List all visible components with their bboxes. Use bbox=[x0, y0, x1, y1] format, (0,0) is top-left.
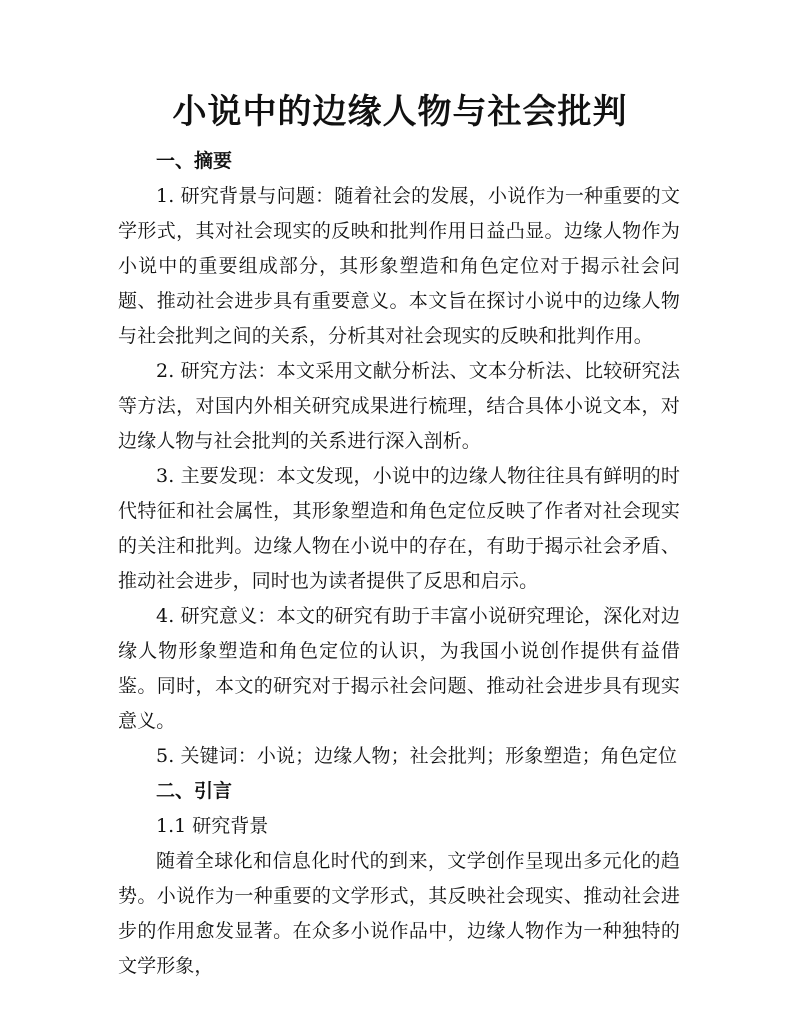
document-body bbox=[118, 144, 680, 984]
document-title: 小说中的边缘人物与社会批判 bbox=[172, 92, 628, 132]
section-heading-introduction: 二、引言 bbox=[156, 780, 233, 802]
abstract-keywords: 5. 关键词：小说；边缘人物；社会批判；形象塑造；角色定位 bbox=[156, 745, 678, 767]
abstract-paragraph-3: 3. 主要发现：本文发现，小说中的边缘人物往往具有鲜明的时代特征和社会属性，其形象塑造和角色定位反映了作者对社会现实的关注和批判。边缘人物在小说中的存在，有助于揭示社会矛盾、推动社会进步，同时也为读者提供了反思和启示。 bbox=[118, 465, 680, 592]
introduction-paragraph-1: 随着全球化和信息化时代的到来，文学创作呈现出多元化的趋势。小说作为一种重要的文学形式，其反映社会现实、推动社会进步的作用愈发显著。在众多小说作品中，边缘人物作为一种独特的文学形象， bbox=[118, 850, 680, 977]
section-heading-abstract: 一、摘要 bbox=[156, 150, 233, 172]
abstract-paragraph-1: 1. 研究背景与问题：随着社会的发展，小说作为一种重要的文学形式，其对社会现实的反映和批判作用日益凸显。边缘人物作为小说中的重要组成部分，其形象塑造和角色定位对于揭示社会问题、推动社会进步具有重要意义。本文旨在探讨小说中的边缘人物与社会批判之间的关系，分析其对社会现实的反映和批判作用。 bbox=[118, 185, 680, 347]
subsection-heading-background: 1.1 研究背景 bbox=[156, 815, 269, 837]
abstract-paragraph-2: 2. 研究方法：本文采用文献分析法、文本分析法、比较研究法等方法，对国内外相关研究成果进行梳理，结合具体小说文本，对边缘人物与社会批判的关系进行深入剖析。 bbox=[118, 360, 680, 452]
abstract-paragraph-4: 4. 研究意义：本文的研究有助于丰富小说研究理论，深化对边缘人物形象塑造和角色定位的认识，为我国小说创作提供有益借鉴。同时，本文的研究对于揭示社会问题、推动社会进步具有现实意义。 bbox=[118, 605, 680, 732]
